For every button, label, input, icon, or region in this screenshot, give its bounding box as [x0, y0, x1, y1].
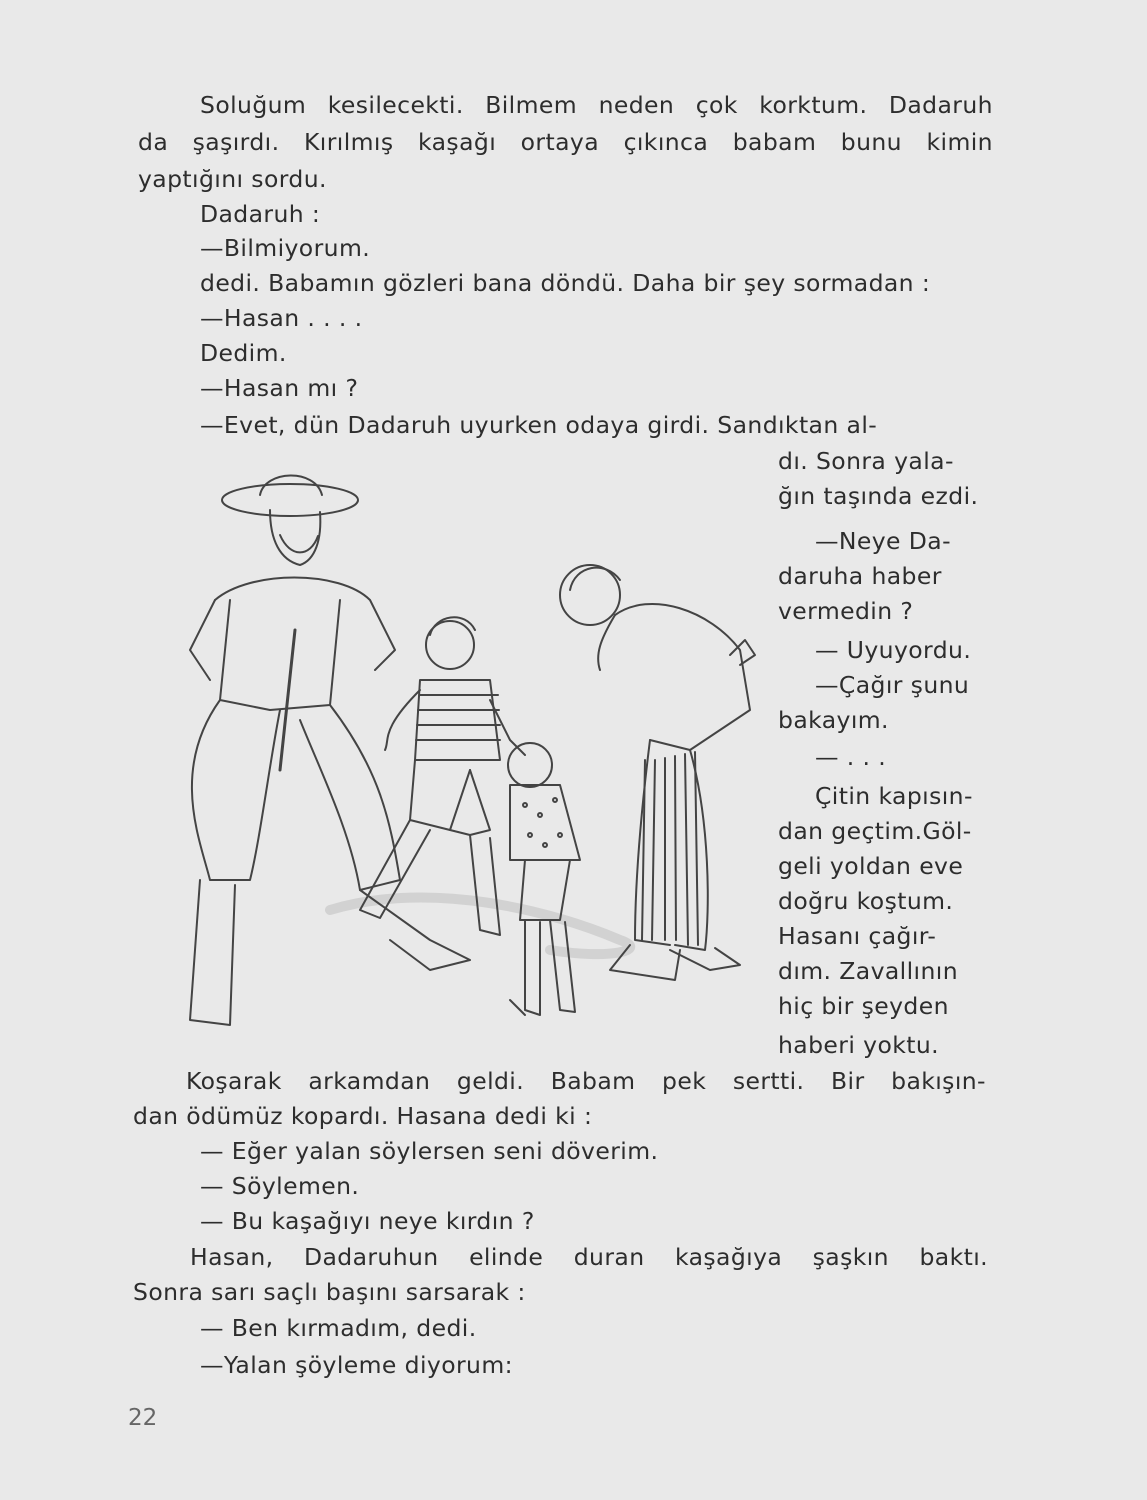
side-line-12: geli yoldan eve — [778, 852, 964, 880]
side-line-10: Çitin kapısın- — [815, 782, 973, 810]
side-line-8: bakayım. — [778, 706, 889, 734]
illustration — [130, 440, 770, 1060]
text-line-5: —Bilmiyorum. — [200, 234, 371, 262]
man-with-hat-figure — [190, 475, 470, 1025]
side-line-9: — . . . — [815, 743, 887, 771]
side-line-15: dım. Zavallının — [778, 957, 958, 985]
bottom-line-3: — Eğer yalan söylersen seni döverim. — [200, 1137, 659, 1165]
text-line-8: Dedim. — [200, 339, 287, 367]
bottom-line-6: Hasan, Dadaruhun elinde duran kaşağıya şaşkın baktı. — [190, 1243, 988, 1271]
text-line-4: Dadaruh : — [200, 200, 321, 228]
side-line-13: doğru koştum. — [778, 887, 954, 915]
side-line-7: —Çağır şunu — [815, 671, 970, 699]
side-line-6: — Uyuyordu. — [815, 636, 972, 664]
bottom-line-7: Sonra sarı saçlı başını sarsarak : — [133, 1278, 526, 1306]
text-line-9: —Hasan mı ? — [200, 374, 359, 402]
text-line-7: —Hasan . . . . — [200, 304, 363, 332]
bottom-line-2: dan ödümüz kopardı. Hasana dedi ki : — [133, 1102, 593, 1130]
text-line-3: yaptığını sordu. — [138, 165, 327, 193]
side-line-5: vermedin ? — [778, 597, 914, 625]
side-line-4: daruha haber — [778, 562, 942, 590]
page-number: 22 — [128, 1405, 158, 1431]
bottom-line-5: — Bu kaşağıyı neye kırdın ? — [200, 1207, 535, 1235]
bottom-line-1: Koşarak arkamdan geldi. Babam pek sertti. Bir bakışın- — [186, 1067, 986, 1095]
text-line-1: Soluğum kesilecekti. Bilmem neden çok korktum. Dadaruh — [200, 91, 993, 119]
side-line-2: ğın taşında ezdi. — [778, 482, 979, 510]
text-line-2: da şaşırdı. Kırılmış kaşağı ortaya çıkınca babam bunu kimin — [138, 128, 993, 156]
side-line-16: hiç bir şeyden — [778, 992, 949, 1020]
boy-striped-figure — [360, 617, 525, 935]
bottom-line-8: — Ben kırmadım, dedi. — [200, 1314, 477, 1342]
side-line-1: dı. Sonra yala- — [778, 447, 954, 475]
side-line-11: dan geçtim.Göl- — [778, 817, 972, 845]
older-man-figure — [560, 565, 755, 980]
text-line-10: —Evet, dün Dadaruh uyurken odaya girdi. Sandıktan al- — [200, 411, 878, 439]
bottom-line-4: — Söylemen. — [200, 1172, 360, 1200]
side-line-3: —Neye Da- — [815, 527, 951, 555]
bottom-line-9: —Yalan şöyleme diyorum: — [200, 1351, 513, 1379]
text-line-6: dedi. Babamın gözleri bana döndü. Daha bir şey sormadan : — [200, 269, 931, 297]
side-line-17: haberi yoktu. — [778, 1031, 940, 1059]
side-line-14: Hasanı çağır- — [778, 922, 937, 950]
small-boy-figure — [508, 743, 580, 1015]
